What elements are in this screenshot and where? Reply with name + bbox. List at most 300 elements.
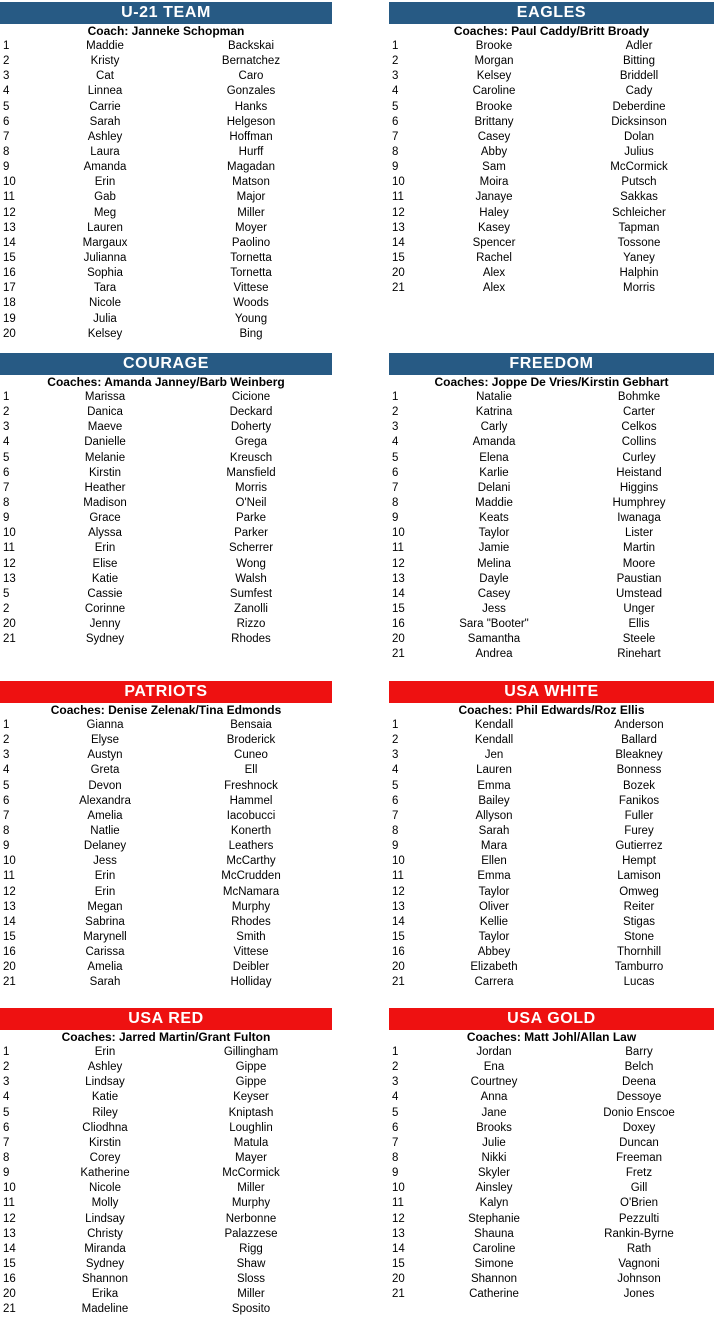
roster-row: [0, 1090, 332, 1105]
player-first-name: Julia: [93, 312, 117, 325]
coach-line: Coach: Janneke Schopman: [87, 24, 245, 38]
player-number: 6: [392, 466, 399, 479]
player-last-name: Carter: [623, 406, 655, 419]
roster-row: [389, 1181, 714, 1196]
roster-row: [389, 69, 714, 84]
roster-row: [0, 1121, 332, 1136]
player-first-name: Sam: [482, 161, 506, 174]
player-first-name: Miranda: [84, 1242, 126, 1255]
roster-row: [0, 1257, 332, 1272]
player-last-name: Freshnock: [224, 779, 278, 792]
roster-row: [0, 1242, 332, 1257]
player-last-name: Walsh: [235, 572, 267, 585]
player-last-name: Deibler: [232, 961, 270, 974]
player-first-name: Abby: [480, 145, 508, 158]
player-first-name: Amanda: [83, 161, 127, 174]
player-first-name: Greta: [90, 764, 120, 777]
player-first-name: Tara: [93, 282, 117, 295]
roster-row: [0, 115, 332, 130]
player-first-name: Kelsey: [476, 70, 512, 83]
player-last-name: Ellis: [628, 618, 650, 631]
player-last-name: Deberdine: [612, 100, 666, 113]
player-number: 6: [3, 1121, 10, 1134]
player-number: 14: [3, 1242, 16, 1255]
player-number: 8: [392, 1151, 399, 1164]
roster-row: [0, 1181, 332, 1196]
roster-row: [0, 54, 332, 69]
roster-row: [0, 327, 332, 342]
player-number: 12: [3, 885, 16, 898]
roster-row: [0, 451, 332, 466]
team-title: USA RED: [128, 1010, 204, 1027]
roster-row: [0, 632, 332, 647]
player-last-name: Gutierrez: [615, 840, 663, 853]
player-last-name: Cady: [625, 85, 653, 98]
player-number: 21: [392, 648, 405, 661]
player-last-name: Rinehart: [617, 648, 661, 661]
player-first-name: Elyse: [90, 734, 120, 747]
roster-row: [0, 1227, 332, 1242]
player-first-name: Taylor: [478, 527, 510, 540]
roster-row: [0, 39, 332, 54]
player-first-name: Sophia: [87, 267, 123, 280]
player-last-name: Jones: [623, 1288, 655, 1301]
player-last-name: McCrudden: [221, 870, 281, 883]
roster-row: [389, 718, 714, 733]
player-last-name: Gonzales: [226, 85, 276, 98]
player-number: 11: [3, 191, 15, 204]
player-last-name: Deckard: [229, 406, 273, 419]
roster-row: [389, 779, 714, 794]
player-last-name: Cuneo: [234, 749, 268, 762]
player-number: 15: [392, 602, 405, 615]
player-last-name: Miller: [237, 206, 265, 219]
team-header: [0, 681, 332, 703]
player-last-name: Tamburro: [614, 961, 664, 974]
player-number: 20: [3, 961, 16, 974]
player-last-name: Humphrey: [612, 496, 666, 509]
player-last-name: Bozek: [623, 779, 655, 792]
roster-row: [389, 557, 714, 572]
player-number: 5: [392, 779, 399, 792]
roster-row: [389, 839, 714, 854]
player-number: 11: [3, 1197, 15, 1210]
player-first-name: Brooks: [476, 1121, 512, 1134]
roster-row: [0, 69, 332, 84]
player-first-name: Julianna: [83, 251, 127, 264]
roster-row: [389, 1242, 714, 1257]
roster-row: [389, 496, 714, 511]
roster-row: [0, 854, 332, 869]
roster-row: [0, 526, 332, 541]
team-header: [0, 1008, 332, 1030]
player-first-name: Ashley: [87, 130, 123, 143]
player-first-name: Nicole: [89, 1182, 121, 1195]
roster-row: [389, 115, 714, 130]
roster-row: [389, 145, 714, 160]
player-number: 11: [3, 542, 15, 555]
roster-row: [389, 1227, 714, 1242]
roster-row: [0, 420, 332, 435]
roster-row: [0, 748, 332, 763]
player-first-name: Lindsay: [85, 1076, 125, 1089]
roster-row: [0, 541, 332, 556]
player-number: 7: [392, 809, 399, 822]
player-first-name: Shannon: [81, 1273, 129, 1286]
player-first-name: Elena: [479, 451, 509, 464]
roster-row: [389, 190, 714, 205]
roster-row: [389, 587, 714, 602]
player-last-name: Bitting: [623, 55, 655, 68]
roster-row: [389, 466, 714, 481]
roster-row: [0, 1060, 332, 1075]
player-first-name: Kelsey: [87, 327, 123, 340]
player-first-name: Melina: [477, 557, 511, 570]
roster-row: [0, 1287, 332, 1302]
player-first-name: Alex: [482, 267, 506, 280]
player-first-name: Andrea: [475, 648, 513, 661]
player-number: 15: [392, 1257, 405, 1270]
player-first-name: Molly: [91, 1197, 119, 1210]
player-number: 1: [392, 1046, 399, 1058]
roster-row: [389, 763, 714, 778]
team-title: FREEDOM: [509, 355, 594, 372]
roster: [0, 1045, 332, 1318]
player-number: 10: [392, 527, 405, 540]
team-header: [389, 2, 714, 24]
player-first-name: Ellen: [481, 855, 507, 868]
player-last-name: Briddell: [619, 70, 659, 83]
roster-row: [0, 960, 332, 975]
player-number: 10: [3, 1182, 16, 1195]
player-number: 19: [3, 312, 16, 325]
player-first-name: Gab: [94, 191, 116, 204]
player-number: 6: [392, 1121, 399, 1134]
player-first-name: Amanda: [472, 436, 516, 449]
player-last-name: Keyser: [233, 1091, 269, 1104]
roster-row: [0, 572, 332, 587]
player-first-name: Melanie: [84, 451, 126, 464]
roster-row: [389, 1136, 714, 1151]
player-last-name: Stone: [623, 930, 655, 943]
player-number: 1: [3, 391, 10, 403]
player-number: 6: [392, 794, 399, 807]
roster-row: [389, 266, 714, 281]
player-number: 21: [392, 1288, 405, 1301]
player-last-name: Nerbonne: [225, 1212, 277, 1225]
roster-row: [0, 206, 332, 221]
roster-row: [389, 930, 714, 945]
player-number: 12: [3, 206, 16, 219]
roster-row: [389, 1257, 714, 1272]
player-first-name: Kirstin: [89, 466, 121, 479]
player-last-name: Grega: [235, 436, 267, 449]
player-first-name: Elizabeth: [470, 961, 518, 974]
player-last-name: Rath: [626, 1242, 652, 1255]
player-last-name: Sakkas: [620, 191, 658, 204]
roster-row: [389, 900, 714, 915]
player-first-name: Sarah: [89, 115, 121, 128]
roster-row: [389, 794, 714, 809]
roster-row: [0, 869, 332, 884]
roster-row: [0, 312, 332, 327]
player-last-name: Unger: [623, 602, 655, 615]
player-number: 3: [392, 749, 399, 762]
player-number: 2: [3, 734, 10, 747]
player-first-name: Erin: [94, 885, 116, 898]
player-first-name: Samantha: [467, 633, 521, 646]
player-number: 9: [392, 1167, 399, 1180]
player-first-name: Gianna: [86, 719, 124, 731]
roster-row: [0, 824, 332, 839]
player-number: 6: [3, 466, 10, 479]
player-first-name: Jenny: [89, 618, 121, 631]
player-first-name: Kirstin: [89, 1136, 121, 1149]
player-last-name: Parker: [234, 527, 268, 540]
player-last-name: Ballard: [621, 734, 657, 747]
player-number: 13: [3, 572, 16, 585]
player-last-name: Putsch: [621, 176, 657, 189]
player-last-name: Collins: [621, 436, 657, 449]
player-number: 8: [392, 496, 399, 509]
player-last-name: Fanikos: [618, 794, 660, 807]
player-last-name: Iwanaga: [617, 512, 661, 525]
roster-row: [0, 236, 332, 251]
player-number: 3: [3, 70, 10, 83]
player-last-name: Sposito: [231, 1303, 271, 1316]
roster-row: [389, 1121, 714, 1136]
player-last-name: McCormick: [610, 161, 668, 174]
player-first-name: Natlie: [90, 824, 120, 837]
player-last-name: Gippe: [235, 1061, 267, 1074]
player-last-name: Freeman: [615, 1151, 663, 1164]
player-first-name: Austyn: [87, 749, 123, 762]
roster-row: [0, 481, 332, 496]
player-last-name: Julius: [624, 145, 654, 158]
player-first-name: Amelia: [87, 809, 123, 822]
roster-row: [0, 466, 332, 481]
roster-row: [0, 1196, 332, 1211]
roster-row: [0, 390, 332, 405]
player-number: 3: [392, 70, 399, 83]
roster-row: [0, 84, 332, 99]
player-first-name: Maeve: [87, 421, 123, 434]
player-first-name: Sarah: [89, 976, 121, 989]
player-last-name: Vagnoni: [618, 1257, 660, 1270]
player-last-name: Hempt: [622, 855, 656, 868]
roster-row: [389, 1045, 714, 1060]
player-first-name: Spencer: [472, 236, 516, 249]
player-number: 11: [392, 1197, 404, 1210]
player-last-name: Dicksinson: [611, 115, 667, 128]
player-number: 2: [392, 406, 399, 419]
player-first-name: Madeline: [81, 1303, 129, 1316]
roster-row: [389, 960, 714, 975]
player-number: 10: [392, 1182, 405, 1195]
player-last-name: Hurff: [238, 145, 264, 158]
coach-line: Coaches: Denise Zelenak/Tina Edmonds: [50, 703, 282, 717]
roster-row: [0, 221, 332, 236]
player-last-name: Caro: [238, 70, 264, 83]
player-number: 10: [3, 527, 16, 540]
roster-row: [0, 175, 332, 190]
player-first-name: Anna: [480, 1091, 508, 1104]
player-last-name: Bensaia: [230, 719, 272, 731]
player-first-name: Jen: [484, 749, 504, 762]
player-number: 3: [392, 421, 399, 434]
player-first-name: Christy: [87, 1227, 123, 1240]
player-number: 2: [392, 1061, 399, 1074]
roster-row: [389, 824, 714, 839]
player-number: 13: [3, 221, 16, 234]
roster-row: [0, 809, 332, 824]
roster-row: [0, 1302, 332, 1317]
roster-row: [389, 1090, 714, 1105]
player-last-name: Rankin-Byrne: [604, 1227, 674, 1240]
player-last-name: Dessoye: [616, 1091, 662, 1104]
player-number: 14: [392, 1242, 405, 1255]
team-table-patriots: [0, 681, 332, 991]
player-number: 12: [392, 557, 405, 570]
player-number: 11: [392, 542, 404, 555]
roster-row: [389, 54, 714, 69]
player-first-name: Stephanie: [468, 1212, 520, 1225]
player-last-name: Shaw: [236, 1257, 266, 1270]
player-last-name: Rhodes: [231, 633, 271, 646]
roster-row: [0, 281, 332, 296]
coach-line: Coaches: Matt Johl/Allan Law: [466, 1030, 637, 1044]
player-first-name: Maddie: [86, 40, 124, 52]
player-first-name: Devon: [88, 779, 122, 792]
roster-row: [0, 779, 332, 794]
roster-row: [0, 794, 332, 809]
player-first-name: Margaux: [82, 236, 128, 249]
player-last-name: Heistand: [616, 466, 662, 479]
player-number: 4: [3, 764, 10, 777]
player-first-name: Linnea: [87, 85, 123, 98]
player-last-name: Paustian: [616, 572, 662, 585]
player-number: 15: [3, 251, 16, 264]
player-first-name: Marissa: [84, 391, 126, 403]
player-first-name: Megan: [87, 900, 123, 913]
player-number: 7: [392, 1136, 399, 1149]
player-first-name: Kendall: [474, 719, 514, 731]
player-first-name: Sydney: [85, 1257, 125, 1270]
player-last-name: Miller: [237, 1182, 265, 1195]
player-number: 13: [392, 1227, 405, 1240]
player-first-name: Bailey: [478, 794, 510, 807]
player-number: 21: [3, 633, 16, 646]
player-number: 1: [392, 40, 399, 52]
player-number: 8: [3, 496, 10, 509]
roster-row: [0, 763, 332, 778]
player-first-name: Abbey: [477, 946, 511, 959]
player-number: 11: [392, 870, 404, 883]
player-number: 1: [3, 719, 10, 731]
player-last-name: Pezzulti: [618, 1212, 660, 1225]
team-table-u21-team: [0, 2, 332, 342]
player-last-name: Barry: [625, 1046, 653, 1058]
team-title: USA GOLD: [507, 1010, 596, 1027]
player-number: 15: [3, 1257, 16, 1270]
player-number: 20: [392, 961, 405, 974]
player-first-name: Taylor: [478, 885, 510, 898]
player-number: 10: [3, 176, 16, 189]
player-last-name: McCormick: [222, 1167, 280, 1180]
roster-row: [389, 602, 714, 617]
team-table-courage: [0, 353, 332, 647]
player-number: 5: [3, 1106, 10, 1119]
player-number: 4: [3, 85, 10, 98]
roster-row: [389, 1212, 714, 1227]
player-first-name: Ashley: [87, 1061, 123, 1074]
player-first-name: Kristy: [90, 55, 120, 68]
player-first-name: Delaney: [83, 840, 127, 853]
player-last-name: Bohmke: [617, 391, 661, 403]
player-number: 13: [392, 221, 405, 234]
roster-row: [0, 602, 332, 617]
roster-row: [389, 733, 714, 748]
roster-row: [0, 839, 332, 854]
player-first-name: Erin: [94, 870, 116, 883]
player-number: 8: [392, 145, 399, 158]
player-last-name: Lister: [624, 527, 654, 540]
player-last-name: Loughlin: [229, 1121, 273, 1134]
player-first-name: Natalie: [476, 391, 512, 403]
coach-line: Coaches: Amanda Janney/Barb Weinberg: [47, 375, 285, 389]
team-title: U-21 TEAM: [121, 4, 211, 21]
player-last-name: Kniptash: [228, 1106, 274, 1119]
player-number: 5: [392, 100, 399, 113]
player-first-name: Oliver: [478, 900, 510, 913]
player-last-name: Zanolli: [234, 602, 268, 615]
player-last-name: Duncan: [619, 1136, 659, 1149]
player-first-name: Jane: [481, 1106, 507, 1119]
player-number: 5: [3, 779, 10, 792]
player-number: 20: [3, 1288, 16, 1301]
player-first-name: Marynell: [83, 930, 127, 943]
player-first-name: Brooke: [475, 100, 513, 113]
player-last-name: Miller: [237, 1288, 265, 1301]
roster-row: [389, 39, 714, 54]
team-header: [389, 1008, 714, 1030]
player-last-name: Rizzo: [236, 618, 266, 631]
player-number: 11: [3, 870, 15, 883]
player-number: 5: [392, 1106, 399, 1119]
team-table-freedom: [389, 353, 714, 663]
roster-row: [389, 647, 714, 662]
roster-row: [0, 100, 332, 115]
player-first-name: Casey: [477, 587, 511, 600]
player-number: 7: [3, 809, 10, 822]
roster-row: [0, 1166, 332, 1181]
player-last-name: Gillingham: [223, 1046, 279, 1058]
player-first-name: Lindsay: [85, 1212, 125, 1225]
team-table-usa-red: [0, 1008, 332, 1318]
player-first-name: Alexandra: [79, 794, 131, 807]
roster-row: [0, 496, 332, 511]
team-header: [389, 681, 714, 703]
player-last-name: Murphy: [231, 900, 271, 913]
player-last-name: Mansfield: [226, 466, 276, 479]
player-last-name: Fretz: [625, 1167, 653, 1180]
roster: [389, 390, 714, 663]
player-last-name: Cicione: [231, 391, 271, 403]
player-number: 7: [392, 130, 399, 143]
player-number: 14: [392, 587, 405, 600]
player-number: 6: [3, 794, 10, 807]
coach-line: Coaches: Paul Caddy/Britt Broady: [453, 24, 650, 38]
